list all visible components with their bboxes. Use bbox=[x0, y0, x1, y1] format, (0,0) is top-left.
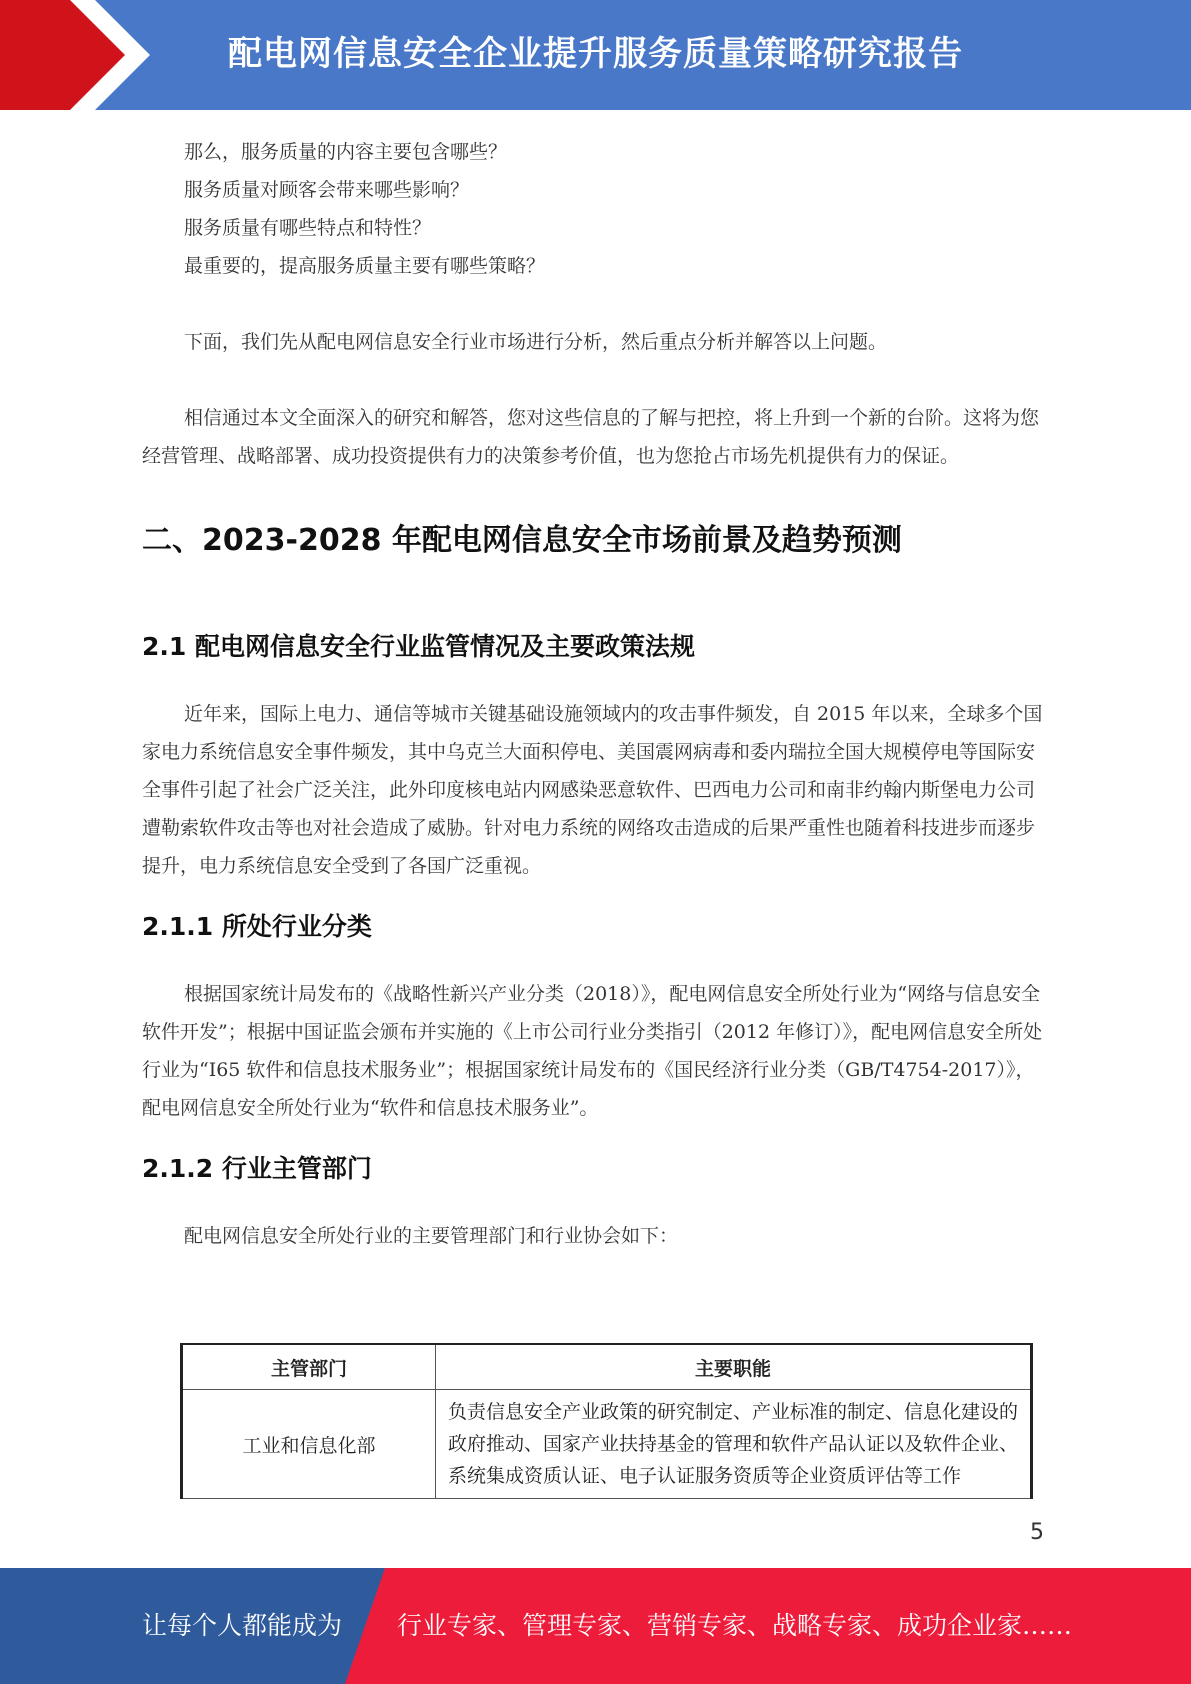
document-title: 配电网信息安全企业提升服务质量策略研究报告 bbox=[228, 34, 963, 74]
question-1: 那么，服务质量的内容主要包含哪些？ bbox=[184, 141, 508, 163]
footer-banner bbox=[0, 1568, 1191, 1684]
intro-paragraph: 下面，我们先从配电网信息安全行业市场进行分析，然后重点分析并解答以上问题。 bbox=[184, 331, 888, 353]
footer-slogan-left: 让每个人都能成为 bbox=[142, 1611, 343, 1640]
table-header-duty: 主要职能 bbox=[436, 1344, 1032, 1390]
document-body bbox=[142, 133, 1047, 1255]
question-4: 最重要的，提高服务质量主要有哪些策略？ bbox=[184, 255, 546, 277]
section-2-1-1-paragraph: 根据国家统计局发布的《战略性新兴产业分类（2018）》，配电网信息安全所处行业为“网络与信息安全软件开发”；根据中国证监会颁布并实施的《上市公司行业分类指引（2012 年修订）》，配电网信息安全所处行业为“I65 软件和信息技术服务业”；根据国家统计局发布的《国民经济行业分类（GB/T4754-2017）》，配电网信息安全所处行业为“软件和信息技术服务业”。 bbox=[142, 983, 1043, 1119]
table-cell-duty: 负责信息安全产业政策的研究制定、产业标准的制定、信息化建设的政府推动、国家产业扶持基金的管理和软件产品认证以及软件企业、系统集成资质认证、电子认证服务资质等企业资质评估等工作 bbox=[436, 1390, 1032, 1499]
header-banner bbox=[0, 0, 1191, 110]
page-number: 5 bbox=[1030, 1520, 1044, 1545]
section-2-1-1-heading: 2.1.1 所处行业分类 bbox=[142, 912, 372, 941]
table-row bbox=[182, 1390, 1032, 1499]
footer-slogan-right: 行业专家、管理专家、营销专家、战略专家、成功企业家…… bbox=[397, 1611, 1073, 1640]
question-2: 服务质量对顾客会带来哪些影响？ bbox=[184, 179, 470, 201]
value-paragraph: 相信通过本文全面深入的研究和解答，您对这些信息的了解与把控，将上升到一个新的台阶。这将为您经营管理、战略部署、成功投资提供有力的决策参考价值，也为您抢占市场先机提供有力的保证。 bbox=[142, 407, 1040, 467]
section-2-1-paragraph: 近年来，国际上电力、通信等城市关键基础设施领域内的攻击事件频发，自 2015 年以来，全球多个国家电力系统信息安全事件频发，其中乌克兰大面积停电、美国震网病毒和委内瑞拉全国大规模停电等国际安全事件引起了社会广泛关注，此外印度核电站内网感染恶意软件、巴西电力公司和南非约翰内斯堡电力公司遭勒索软件攻击等也对社会造成了威胁。针对电力系统的网络攻击造成的后果严重性也随着科技进步而逐步提升，电力系统信息安全受到了各国广泛重视。 bbox=[142, 703, 1043, 877]
table-header-row bbox=[182, 1344, 1032, 1390]
section-2-heading: 二、2023-2028 年配电网信息安全市场前景及趋势预测 bbox=[142, 523, 902, 558]
section-2-1-2-paragraph: 配电网信息安全所处行业的主要管理部门和行业协会如下： bbox=[184, 1225, 679, 1247]
table-header-dept: 主管部门 bbox=[182, 1344, 436, 1390]
section-2-1-2-heading: 2.1.2 行业主管部门 bbox=[142, 1154, 372, 1183]
question-3: 服务质量有哪些特点和特性？ bbox=[184, 217, 432, 239]
section-2-1-heading: 2.1 配电网信息安全行业监管情况及主要政策法规 bbox=[142, 632, 695, 661]
table-cell-dept: 工业和信息化部 bbox=[182, 1390, 436, 1499]
authority-table bbox=[180, 1343, 1033, 1499]
